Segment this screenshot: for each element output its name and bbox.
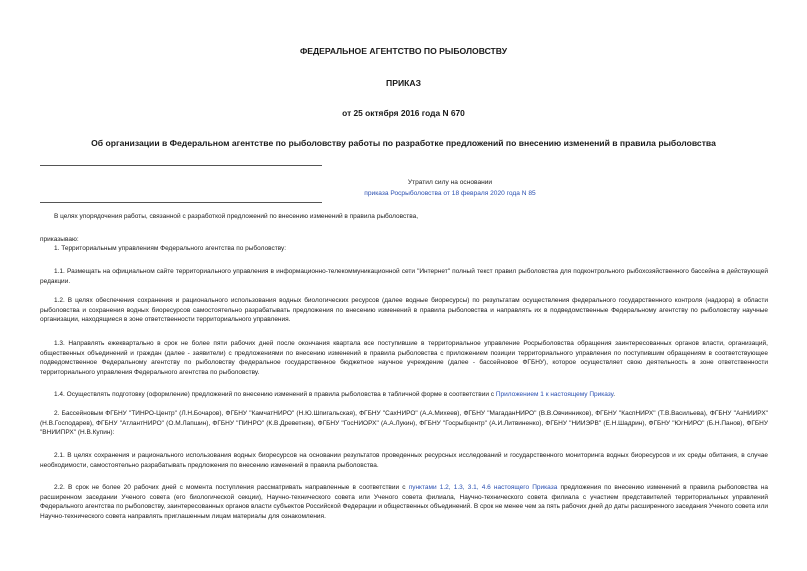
divider-bottom	[40, 202, 322, 203]
paragraph-1-4-end: .	[613, 391, 616, 398]
paragraph-2-2	[40, 483, 768, 521]
paragraph-1-2: 1.2. В целях обеспечения сохранения и рационального использования водных биологических ресурсов (далее водные биоресурсы) по результатам осуществления федерального государственного контроля (надзора) в области рыболовства и сохранения водных биоресурсов самостоятельно разрабатывать предложения по внесению изменений в правила рыболовства и направлять их в подведомственные Федеральному агентству по рыболовству научные организации, находящиеся в зоне ответственности территориального управления.	[40, 297, 768, 323]
paragraph-preamble: В целях упорядочения работы, связанной с разработкой предложений по внесению изменений в правила рыболовства,	[54, 213, 419, 220]
status-note-link-line	[270, 189, 630, 198]
document-type: ПРИКАЗ	[386, 78, 421, 88]
status-note: Утратил силу на основании	[407, 179, 493, 186]
paragraph-1-1: 1.1. Размещать на официальном сайте территориального управления в информационно-телекоммуникационной сети "Интернет" полный текст правил рыболовства для подконтрольного рыбохозяйственного бассейна в действующей редакции.	[40, 268, 768, 285]
document-date: от 25 октября 2016 года N 670	[342, 108, 465, 118]
paragraph-1-4	[40, 390, 768, 400]
items-link[interactable]: пунктами 1.2, 1.3, 3.1, 4.6 настоящего Приказа	[408, 484, 558, 491]
repeal-order-link[interactable]: приказа Росрыболовства от 18 февраля 2020 года N 85	[364, 190, 536, 197]
paragraph-2-1: 2.1. В целях сохранения и рационального использования водных биоресурсов на основании результатов проведенных ресурсных исследований и государственного мониторинга водных биоресурсов и их среды обитания, в случае необходимости, самостоятельно разрабатывать предложения по внесению изменений в правила рыболовства.	[40, 452, 768, 469]
paragraph-2-2-start: 2.2. В срок не более 20 рабочих дней с момента поступления рассматривать направленные в соответствии с	[54, 484, 409, 491]
paragraph-order-word: приказываю:	[40, 236, 79, 243]
paragraph-2-2-rest: предложения по внесению изменений в правила рыболовства на расширенном заседании Ученого совета (его биологической секции), Научно-технического совета или Ученого совета филиала, Научно-технического совета филиала с участием представителей территориальных управлений Федерального агентства по рыболовству, заинтересованных органов власти субъектов Российской Федерации и общественных объединений. В срок не менее чем за пять рабочих дней до даты расширенного заседания Ученого совета или Научно-технического совета направлять приглашенным лицам материалы для ознакомления.	[40, 484, 768, 520]
divider-top	[40, 165, 322, 166]
paragraph-1-3: 1.3. Направлять ежеквартально в срок не более пяти рабочих дней после окончания квартала все поступившие в территориальное управление Росрыболовства обращения заинтересованных органов власти, организаций, общественных объединений и граждан (далее - заявители) с предложениями по внесению изменений в правила рыболовства с приложением позиции территориального управления по поступившим обращениям в соответствующее подведомственное Федеральному агентству по рыболовству федеральное государственное бюджетное научное учреждение (далее - бассейновое ФГБНУ), которое осуществляет свою деятельность в зоне ответственности территориального управления Федерального агентства по рыболовству.	[40, 340, 768, 376]
paragraph-2: 2. Бассейновым ФГБНУ "ТИНРО-Центр" (Л.Н.Бочаров), ФГБНУ "КамчатНИРО" (Н.Ю.Шпигальская), ФГБНУ "СахНИРО" (А.А.Михеев), ФГБНУ "МагаданНИРО" (В.В.Овчинников), ФГБНУ "КаспНИРХ" (Т.В.Васильева), ФГБНУ "АзНИИРХ" (Н.В.Господарев), ФГБНУ "АтлантНИРО" (О.М.Лапшин), ФГБНУ "ПИНРО" (К.В.Древетняк), ФГБНУ "ГосНИОРХ" (А.А.Лукин), ФГБНУ "Госрыбцентр" (А.И.Литвиненко), ФГБНУ "НИИЭРВ" (Е.Н.Шадрин), ФГБНУ "ЮгНИРО" (Б.Н.Панов), ФГБНУ "ВНИИПРХ" (Н.В.Купин):	[40, 410, 768, 436]
appendix-1-link[interactable]: Приложением 1 к настоящему Приказу	[495, 391, 614, 398]
agency-name: ФЕДЕРАЛЬНОЕ АГЕНТСТВО ПО РЫБОЛОВСТВУ	[299, 46, 508, 56]
document-title: Об организации в Федеральном агентстве по рыболовству работы по разработке предложений по внесению изменений в правила рыболовства	[91, 138, 716, 148]
paragraph-1: 1. Территориальным управлениям Федерального агентства по рыболовству:	[54, 245, 287, 252]
paragraph-1-4-text: 1.4. Осуществлять подготовку (оформление) предложений по внесению изменений в правила рыболовства в табличной форме в соответствии с	[54, 391, 496, 398]
